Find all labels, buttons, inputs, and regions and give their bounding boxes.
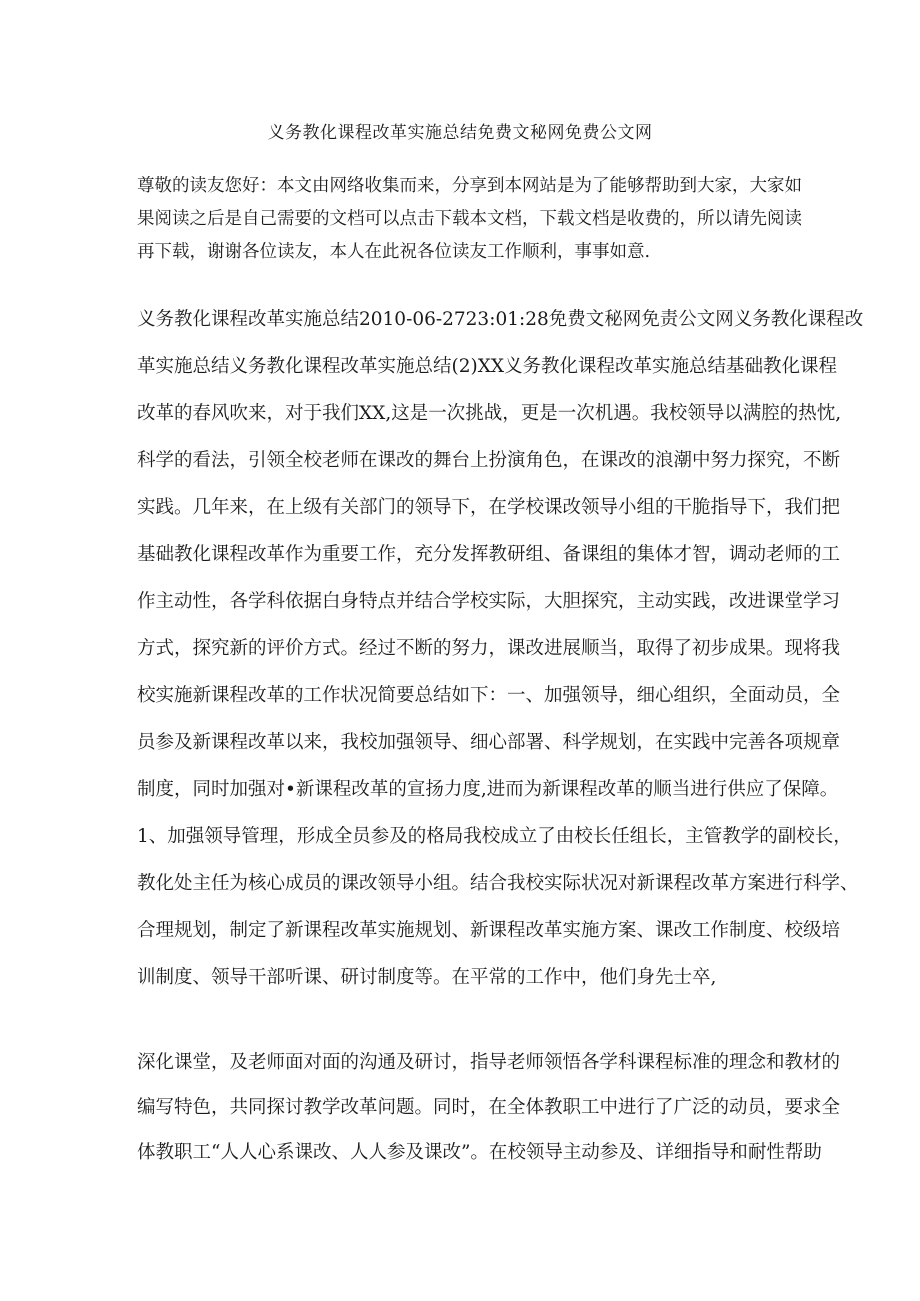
body-line: 1、加强领导管理，形成全员参及的格局我校成立了由校长任组长，主管教学的副校长，	[137, 826, 852, 847]
body-paragraph	[137, 296, 864, 1001]
body-line: 合理规划，制定了新课程改革实施规划、新课程改革实施方案、课改工作制度、校级培	[137, 920, 841, 941]
body-line: 方式，探究新的评价方式。经过不断的努力，课改进展顺当，取得了初步成果。现将我	[137, 638, 841, 659]
document-title: 义务教化课程改革实施总结免费文秘网免费公文网	[267, 123, 653, 143]
body-line: 员参及新课程改革以来，我校加强领导、细心部署、科学规划，在实践中完善各项规章	[137, 732, 841, 753]
body-line: 编写特色，共同探讨教学改革问题。同时，在全体教职工中进行了广泛的动员，要求全	[137, 1097, 841, 1118]
body-line: 体教职工“人人心系课改、人人参及课改”。在校领导主动参及、详细指导和耐性帮助	[137, 1142, 822, 1163]
body-line: 教化处主任为核心成员的课改领导小组。结合我校实际状况对新课程改革方案进行科学、	[137, 873, 859, 894]
body-line: 科学的看法，引领全校老师在课改的舞台上扮演角色，在课改的浪潮中努力探究，不断	[137, 450, 841, 471]
body-line: 作主动性，各学科依据白身特点并结合学校实际，大胆探究，主动实践，改进课堂学习	[137, 591, 841, 612]
body-line: 基础教化课程改革作为重要工作，充分发挥教研组、备课组的集体才智，调动老师的工	[137, 544, 841, 565]
notice-line: 再下载，谢谢各位读友，本人在此祝各位读友工作顺利，事事如意.	[137, 242, 651, 262]
body-line: 改革的春风吹来，对于我们XX,这是一次挑战，更是一次机遇。我校领导以满腔的热忱,	[137, 403, 842, 424]
body-line: 制度，同时加强对•新课程改革的宣扬力度,进而为新课程改革的顺当进行供应了保障。	[137, 779, 839, 800]
body-line: 革实施总结义务教化课程改革实施总结(2)XX义务教化课程改革实施总结基础教化课程	[137, 356, 838, 377]
body-line: 义务教化课程改革实施总结2010-06-2723:01:28免费文秘网免责公文网义务教化课程改	[137, 309, 864, 330]
notice-line: 尊敬的读友您好：本文由网络收集而来，分享到本网站是为了能够帮助到大家，大家如	[137, 176, 802, 196]
continuation-paragraph	[137, 1040, 841, 1175]
body-line: 训制度、领导干部听课、研讨制度等。在平常的工作中，他们身先士卒,	[137, 967, 717, 988]
notice-line: 果阅读之后是自己需要的文档可以点击下载本文档，下载文档是收费的，所以请先阅读	[137, 209, 802, 229]
body-line: 深化课堂，及老师面对面的沟通及研讨，指导老师领悟各学科课程标准的理念和教材的	[137, 1052, 841, 1073]
body-line: 校实施新课程改革的工作状况简要总结如下：一、加强领导，细心组织，全面动员，全	[137, 685, 841, 706]
body-line: 实践。几年来，在上级有关部门的领导下，在学校课改领导小组的干脆指导下，我们把	[137, 497, 841, 518]
reader-notice	[137, 170, 802, 269]
